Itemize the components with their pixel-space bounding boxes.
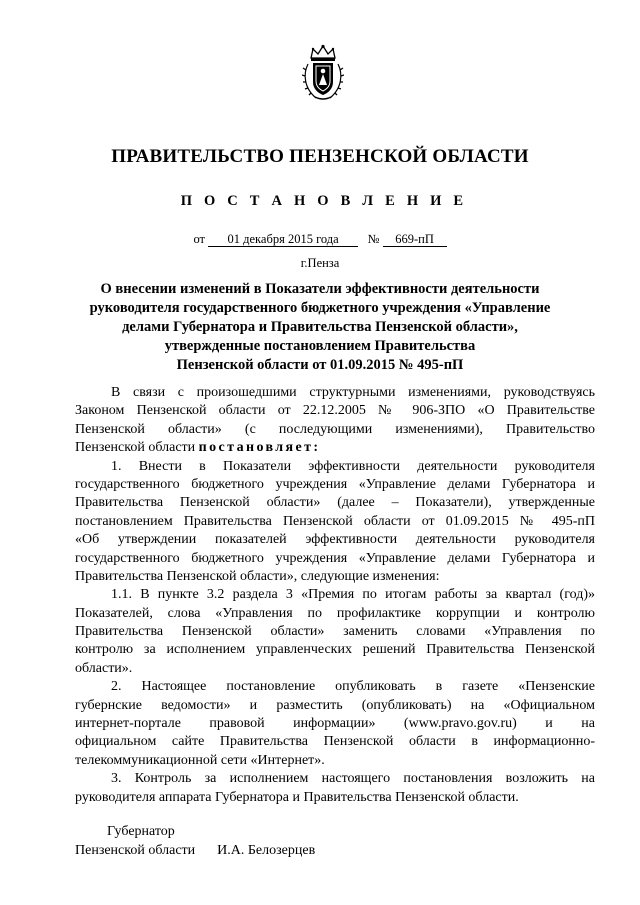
body-line: телекоммуникационной сети «Интернет».: [75, 752, 325, 768]
document-subject: [80, 280, 560, 375]
body-line: интернет-портале правовой информации» (www.pravo.gov.ru) и на: [75, 716, 595, 732]
body-line: 2. Настоящее постановление опубликовать в газете «Пензенские: [111, 679, 595, 695]
subject-line: утвержденные постановлением Правительства: [164, 338, 476, 354]
body-line: 3. Контроль за исполнением настоящего постановления возложить на: [111, 771, 595, 787]
coat-of-arms-icon: [302, 44, 344, 102]
number-prefix: №: [367, 232, 380, 246]
body-line: официальном сайте Правительства Пензенской области в информационно-: [75, 734, 595, 750]
body-line: Показателей, слова «Управления по профилактике коррупции и контролю: [75, 605, 595, 621]
body-line: Правительства Пензенской области», следующие изменения:: [75, 568, 440, 584]
body-line: [75, 439, 595, 457]
date-number-line: [0, 232, 640, 247]
body-line: Правительства Пензенской области» (далее – Показатели), утвержденные: [75, 495, 595, 511]
document-body: [75, 384, 595, 807]
body-line: контролю за исполнением управленческих решений Правительства Пензенской: [75, 642, 595, 658]
city: г.Пенза: [300, 256, 340, 270]
body-line: «Об утверждении показателей эффективности деятельности руководителя: [75, 532, 595, 548]
body-line: 1. Внести в Показатели эффективности деятельности руководителя: [111, 458, 595, 474]
subject-line: Пензенской области от 01.09.2015 № 495-пП: [176, 357, 464, 373]
document-type: П О С Т А Н О В Л Е Н И Е: [180, 193, 468, 209]
subject-line: О внесении изменений в Показатели эффективности деятельности: [100, 281, 540, 297]
government-title: ПРАВИТЕЛЬСТВО ПЕНЗЕНСКОЙ ОБЛАСТИ: [111, 146, 529, 167]
body-line: Законом Пензенской области от 22.12.2005 № 906-ЗПО «О Правительстве: [75, 403, 595, 419]
signatory-name: И.А. Белозерцев: [217, 843, 316, 858]
date-prefix: от: [193, 232, 205, 246]
signatory-region-line: [75, 841, 315, 860]
document-date: 01 декабря 2015 года: [208, 232, 358, 247]
resolves-word: постановляет:: [198, 440, 321, 456]
body-line: губернские ведомости» и разместить (опубликовать) на «Официальном: [75, 697, 595, 713]
body-line: руководителя аппарата Губернатора и Правительства Пензенской области.: [75, 789, 519, 805]
body-line: 1.1. В пункте 3.2 раздела 3 «Премия по итогам работы за квартал (год)»: [111, 587, 595, 603]
signatory-title: Губернатор: [107, 824, 175, 839]
document-number: 669-пП: [383, 232, 447, 247]
body-line: области».: [75, 660, 133, 676]
subject-line: руководителя государственного бюджетного учреждения «Управление: [89, 300, 551, 316]
body-line: государственного бюджетного учреждения «Управление делами Губернатора и: [75, 476, 595, 492]
signature-block: [75, 822, 315, 860]
body-line: Пензенской области» (с последующими изменениями), Правительство: [75, 421, 595, 437]
body-line: государственного бюджетного учреждения «Управление делами Губернатора и: [75, 550, 595, 566]
body-text: Пензенской области: [75, 440, 196, 456]
signatory-region: Пензенской области: [75, 843, 196, 858]
body-line: В связи с произошедшими структурными изменениями, руководствуясь: [111, 385, 595, 400]
subject-line: делами Губернатора и Правительства Пензенской области»,: [122, 319, 518, 335]
body-line: постановлением Правительства Пензенской области от 01.09.2015 № 495-пП: [75, 513, 595, 529]
body-line: Правительства Пензенской области» заменить словами «Управления по: [75, 624, 595, 640]
